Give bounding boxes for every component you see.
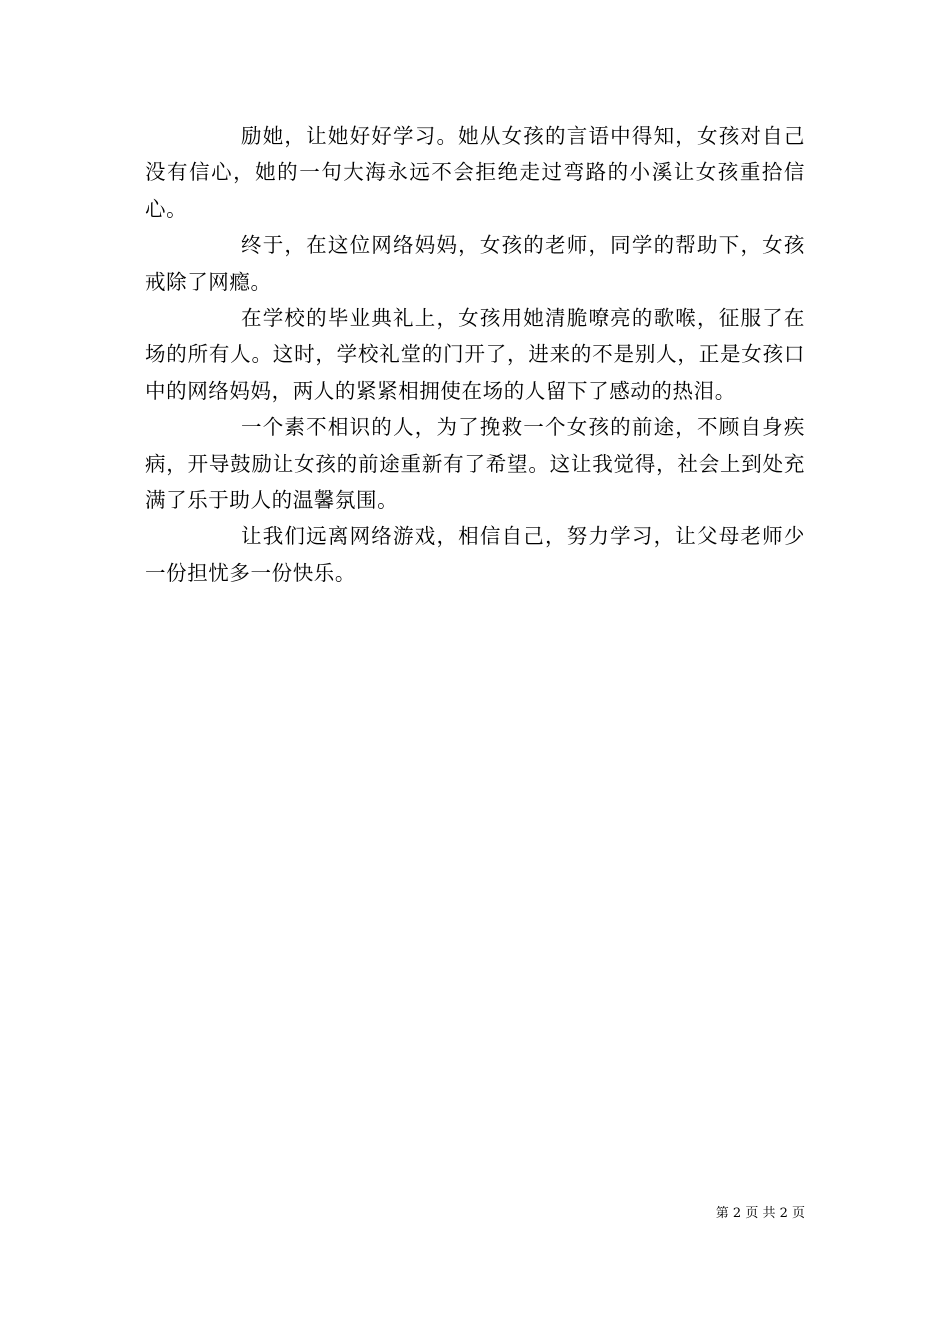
paragraph: 在学校的毕业典礼上，女孩用她清脆嘹亮的歌喉，征服了在场的所有人。这时，学校礼堂的门开了，进来的不是别人，正是女孩口中的网络妈妈，两人的紧紧相拥使在场的人留下了感动的热泪。 xyxy=(145,306,805,403)
document-body xyxy=(145,118,805,591)
paragraph: 一个素不相识的人，为了挽救一个女孩的前途，不顾自身疾病，开导鼓励让女孩的前途重新有了希望。这让我觉得，社会上到处充满了乐于助人的温馨氛围。 xyxy=(145,415,805,513)
page-number-footer: 第 2 页 共 2 页 xyxy=(715,1206,805,1221)
paragraph: 终于，在这位网络妈妈，女孩的老师，同学的帮助下，女孩戒除了网瘾。 xyxy=(145,233,805,294)
paragraph: 让我们远离网络游戏，相信自己，努力学习，让父母老师少一份担忧多一份快乐。 xyxy=(145,524,805,585)
paragraph: 励她，让她好好学习。她从女孩的言语中得知，女孩对自己没有信心，她的一句大海永远不会拒绝走过弯路的小溪让女孩重拾信心。 xyxy=(145,124,805,221)
